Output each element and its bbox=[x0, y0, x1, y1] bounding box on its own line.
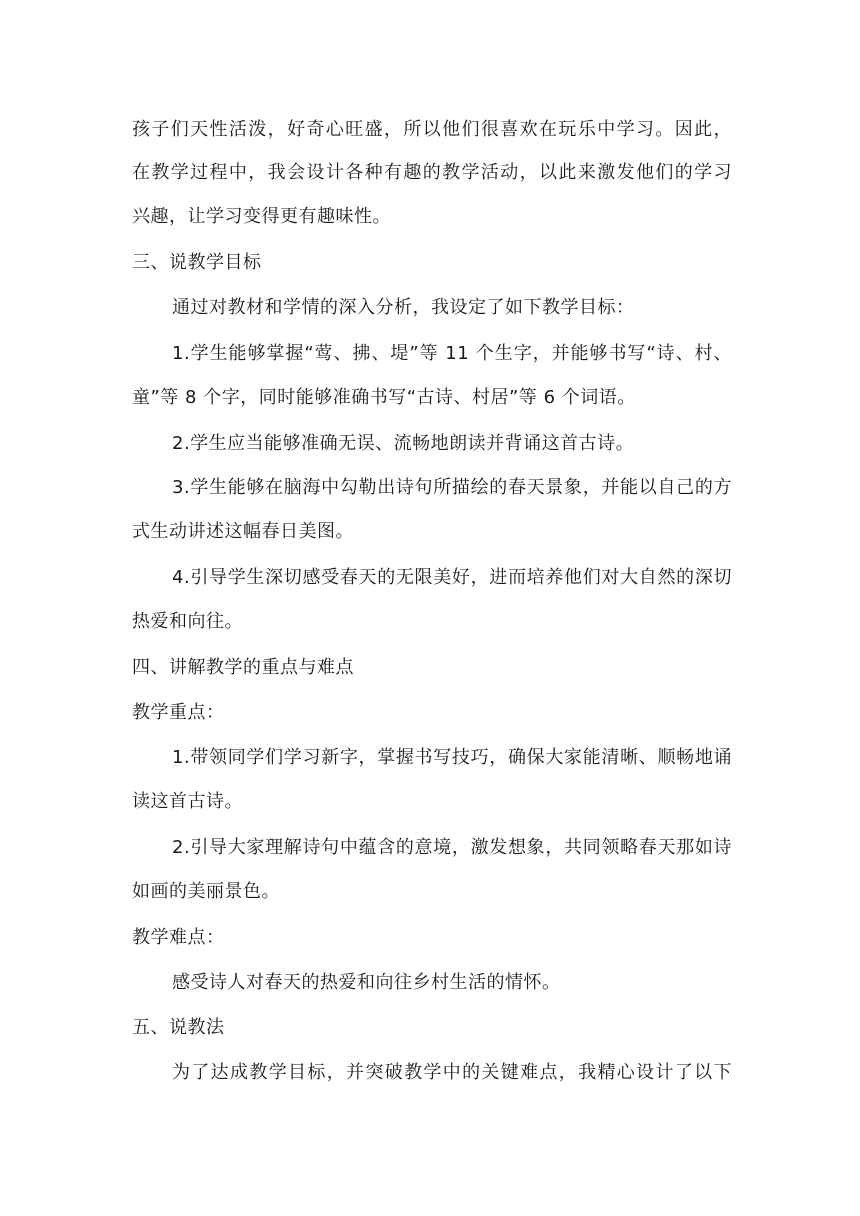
body-text-line: 兴趣，让学习变得更有趣味性。 bbox=[132, 206, 391, 227]
body-text-line: 通过对教材和学情的深入分析，我设定了如下教学目标： bbox=[172, 297, 635, 318]
list-item-line: 读这首古诗。 bbox=[132, 791, 243, 812]
list-item-line: 2.学生应当能够准确无误、流畅地朗读并背诵这首古诗。 bbox=[172, 433, 635, 454]
section-heading: 四、讲解教学的重点与难点 bbox=[132, 657, 354, 678]
body-text-line: 为了达成教学目标，并突破教学中的关键难点，我精心设计了以下 bbox=[172, 1062, 732, 1083]
list-item-line: 童”等 8 个字，同时能够准确书写“古诗、村居”等 6 个词语。 bbox=[132, 387, 636, 408]
list-item-line: 3.学生能够在脑海中勾勒出诗句所描绘的春天景象，并能以自己的方 bbox=[172, 477, 732, 498]
list-item-line: 热爱和向往。 bbox=[132, 611, 243, 632]
list-item-line: 如画的美丽景色。 bbox=[132, 881, 280, 902]
body-text-line: 感受诗人对春天的热爱和向往乡村生活的情怀。 bbox=[172, 972, 561, 993]
section-heading: 三、说教学目标 bbox=[132, 252, 262, 273]
list-item-line: 4.引导学生深切感受春天的无限美好，进而培养他们对大自然的深切 bbox=[172, 567, 732, 588]
list-item-line: 1.学生能够掌握“莺、拂、堤”等 11 个生字，并能够书写“诗、村、 bbox=[172, 343, 732, 364]
list-item-line: 式生动讲述这幅春日美图。 bbox=[132, 521, 354, 542]
subheading: 教学难点： bbox=[132, 927, 225, 948]
body-text-line: 孩子们天性活泼，好奇心旺盛，所以他们很喜欢在玩乐中学习。因此， bbox=[132, 119, 732, 140]
list-item-line: 1.带领同学们学习新字，掌握书写技巧，确保大家能清晰、顺畅地诵 bbox=[172, 747, 732, 768]
body-text-line: 在教学过程中，我会设计各种有趣的教学活动，以此来激发他们的学习 bbox=[132, 162, 732, 183]
list-item-line: 2.引导大家理解诗句中蕴含的意境，激发想象，共同领略春天那如诗 bbox=[172, 837, 732, 858]
section-heading: 五、说教法 bbox=[132, 1017, 225, 1038]
subheading: 教学重点： bbox=[132, 702, 225, 723]
